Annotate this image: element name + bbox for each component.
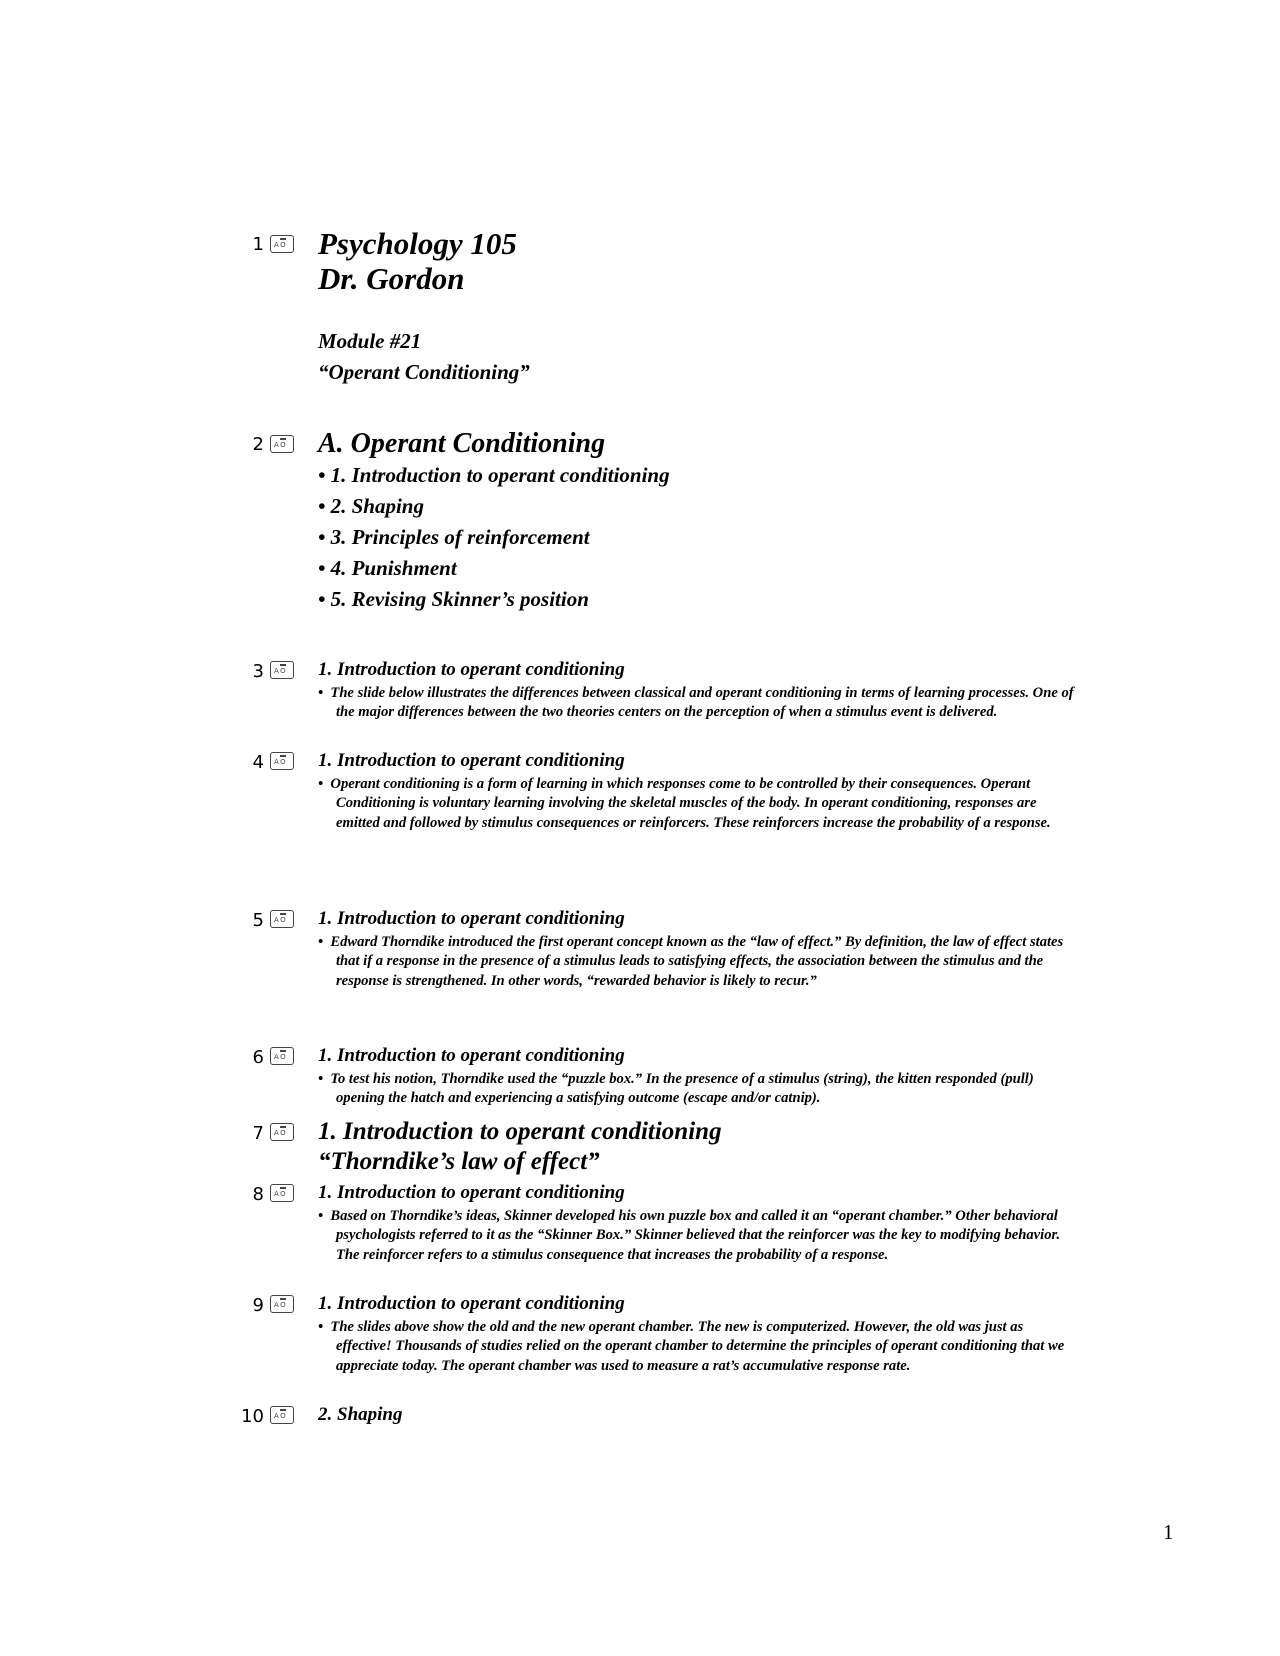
slide-heading: 2. Shaping <box>318 1404 403 1425</box>
slide-thumbnail-icon[interactable] <box>270 1123 294 1141</box>
slide-thumbnail-icon[interactable] <box>270 1406 294 1424</box>
slide-note: • Based on Thorndike’s ideas, Skinner developed his own puzzle box and called it an “operant chamber.” Other behavioral psychologists referred to it as the “Skinner Box.” Skinner believed that the reinforcer was the key to modifying behavior. The reinforcer refers to a stimulus consequence that increases the probability of a response. <box>318 1208 1061 1263</box>
slide-subtitle: “Thorndike’s law of effect” <box>318 1148 600 1175</box>
slide-thumbnail-icon[interactable] <box>270 661 294 679</box>
slide-number: 5 <box>252 910 264 931</box>
list-item: • 1. Introduction to operant conditioning <box>318 463 670 487</box>
course-title: Psychology 105 <box>318 226 517 261</box>
module-number: Module #21 <box>318 329 422 353</box>
slide-heading: 1. Introduction to operant conditioning <box>318 659 625 680</box>
slide-heading: 1. Introduction to operant conditioning <box>318 750 625 771</box>
slide-heading: 1. Introduction to operant conditioning <box>318 1293 625 1314</box>
slide-thumbnail-icon[interactable] <box>270 1295 294 1313</box>
slide-title: 1. Introduction to operant conditioning <box>318 1118 722 1145</box>
section-title: A. Operant Conditioning <box>318 428 606 459</box>
page-number: 1 <box>1163 1520 1174 1544</box>
slide-heading: 1. Introduction to operant conditioning <box>318 908 625 929</box>
slide-number: 2 <box>252 434 264 455</box>
slide-thumbnail-icon[interactable] <box>270 435 294 453</box>
slide-number: 1 <box>252 234 264 255</box>
slide-thumbnail-icon[interactable] <box>270 1047 294 1065</box>
module-title: “Operant Conditioning” <box>318 360 530 384</box>
slide-thumbnail-icon[interactable] <box>270 1184 294 1202</box>
slide-number: 4 <box>252 752 264 773</box>
slide-number: 10 <box>241 1406 264 1427</box>
instructor-name: Dr. Gordon <box>318 261 465 296</box>
list-item: • 2. Shaping <box>318 494 424 518</box>
slide-note: • To test his notion, Thorndike used the “puzzle box.” In the presence of a stimulus (string), the kitten responded (pull) opening the hatch and experiencing a satisfying outcome (escape and/or catnip). <box>318 1071 1034 1107</box>
slide-thumbnail-icon[interactable] <box>270 235 294 253</box>
slide-note: • Operant conditioning is a form of learning in which responses come to be controlled by their consequences. Operant Conditioning is voluntary learning involving the skeletal muscles of the body. In operant conditioning, responses are emitted and followed by stimulus consequences or reinforcers. These reinforcers increase the probability of a response. <box>318 776 1051 831</box>
slide-heading: 1. Introduction to operant conditioning <box>318 1182 625 1203</box>
slide-note: • The slides above show the old and the new operant chamber. The new is computerized. However, the old was just as effective! Thousands of studies relied on the operant chamber to determine the principles of operant conditioning that we appreciate today. The operant chamber was used to measure a rat’s accumulative response rate. <box>318 1319 1065 1374</box>
slide-number: 7 <box>252 1123 264 1144</box>
slide-thumbnail-icon[interactable] <box>270 910 294 928</box>
slide-number: 6 <box>252 1047 264 1068</box>
list-item: • 3. Principles of reinforcement <box>318 525 590 549</box>
slide-note: • Edward Thorndike introduced the first operant concept known as the “law of effect.” By definition, the law of effect states that if a response in the presence of a stimulus leads to satisfying effects, the association between the stimulus and the response is strengthened. In other words, “rewarded behavior is likely to recur.” <box>318 934 1064 989</box>
slide-thumbnail-icon[interactable] <box>270 752 294 770</box>
slide-heading: 1. Introduction to operant conditioning <box>318 1045 625 1066</box>
slide-number: 3 <box>252 661 264 682</box>
list-item: • 5. Revising Skinner’s position <box>318 587 589 611</box>
slide-number: 9 <box>252 1295 264 1316</box>
slide-note: • The slide below illustrates the differences between classical and operant conditioning in terms of learning processes. One of the major differences between the two theories centers on the perception of when a stimulus event is delivered. <box>318 685 1074 721</box>
list-item: • 4. Punishment <box>318 556 457 580</box>
slide-number: 8 <box>252 1184 264 1205</box>
